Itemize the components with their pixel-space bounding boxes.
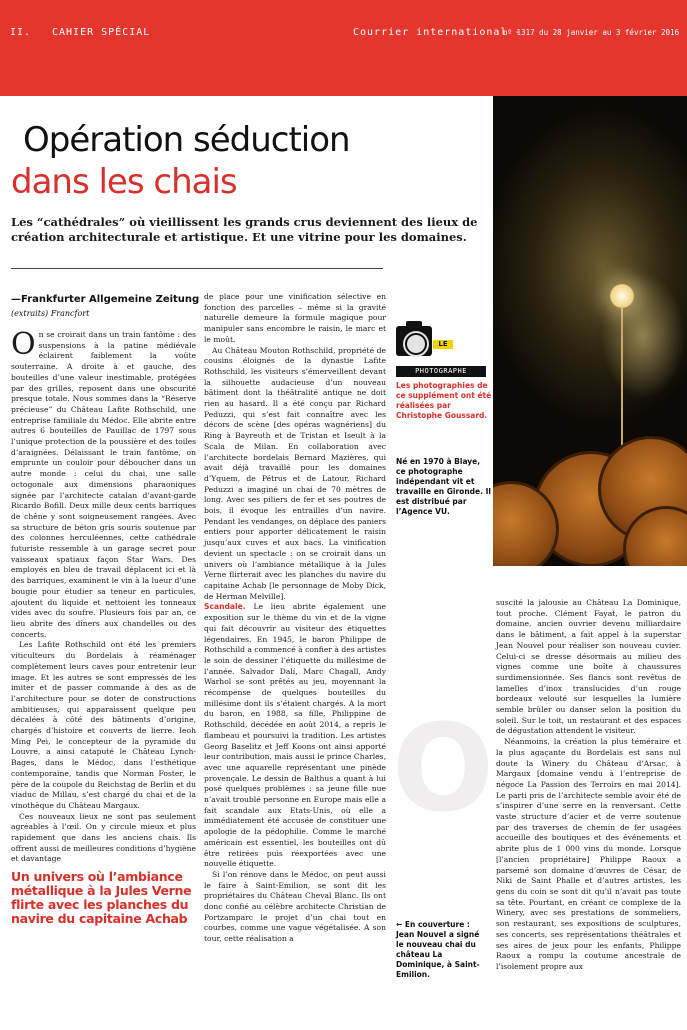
pull-quote: Un univers où l’ambiance métallique à la Jules Verne flirte avec les planches du navire du capitaine Achab: [11, 869, 192, 926]
paragraph: suscité la jalousie au Château La Dominique, tout proche. Clément Fayat, le patron du domaine, ancien ouvrier devenu milliardaire dans le bâtiment, a fait appel à la superstar Jean Nouvel pour réaliser son nouveau cuvier. Celui-ci se dresse désormais au milieu des vignes comme une boîte à chaussures surdimensionnée. Ses flancs sont revêtus de lamelles d’inox translucides d’un rouge bordeaux velouté sur lesquelles la lumière semble brûler ou danser selon la position du soleil. Sur le toit, un restaurant et des espaces de dégustation attendent le visiteur.: [496, 598, 681, 736]
headline-line-2: dans les chais: [11, 162, 237, 202]
divider: [11, 268, 383, 269]
issue-info: nº 1317 du 28 janvier au 3 février 2016: [503, 28, 680, 37]
paragraph: de place pour une vinification sélective en fonction des parcelles – même si la gravité naturelle demeure la formule magique pour manipuler sans encombre le raisin, le marc et le moût.: [204, 292, 386, 344]
cellar-photo: [493, 96, 687, 566]
lamp-globe: [610, 284, 634, 308]
paragraph: On se croirait dans un train fantôme : des suspensions à la patine médiévale éclairent faiblement la voûte souterraine. A droite à et gauche, des bouteilles d’une valeur inestimable, protégées par des grilles, reposent dans une obscurité presque totale. Nous sommes dans la “Réserve précieuse” du Château Lafite Rothschild, une entreprise familiale du Médoc. Elle abrite entre autres 6 bouteilles de Pauillac de 1797 sous l’unique protection de la poussière et des toiles d’araignées. Délaissant le train fantôme, on emprunte un couloir pour déboucher dans un autre monde : celui du chai, une salle octogonale aux dimensions pharaoniques signée par l’architecte catalan d’avant-garde Ricardo Bofill. Deux mille deux cents barriques de chêne y sont soigneusement rangées. Avec sa structure de béton gris souris soutenue par des colonnes herculéennes, cette cathédrale futuriste ressemble à un garage secret pour vaisseaux spatiaux façon Star Wars. Des employés en bleu de travail déplacent ici et là des barriques, examinent le vin à la lueur d’une bougie pour étudier sa teneur en particules, ajoutent du liquide et nettoient les tonneaux vides avec du soufre. Plusieurs fois par an, ce lieu abrite des dîners aux chandelles ou des concerts.: [11, 327, 196, 639]
source-subtitle: (extraits) Francfort: [11, 309, 90, 318]
subheading: Scandale.: [204, 602, 246, 612]
column-1: [11, 327, 196, 865]
section-title: CAHIER SPÉCIAL: [52, 27, 151, 38]
paragraph: Scandale. Le lieu abrite également une exposition sur le thème du vin et de la vigne qui fait découvrir au visiteur des étiquettes légendaires. En 1945, le baron Philippe de Rothschild a commencé à confier à des artistes le soin de dessiner l’étiquette du millésime de l’année. Salvador Dalí, Marc Chagall, Andy Warhol se sont prêtés au jeu, moyennant la récompense de quelques bouteilles du millésime dont ils s’étaient chargés. A la mort du baron, en 1988, sa fille, Philippine de Rothschild, décédée en août 2014, a repris le flambeau et poursuivi la tradition. Les artistes Georg Baselitz et Jeff Koons ont ainsi apporté leur contribution, mais aussi le prince Charles, avec une aquarelle représentant une pinède provençale. Le dessin de Balthus a quant à lui posé quelques problèmes : sa jeune fille nue n’avait troublé personne en Europe mais elle a fait scandale aux Etats-Unis, où elle a immédiatement été accusée de constituer une apologie de la pédophilie. Comme le marché américain est essentiel, les bouteilles ont dû être retirées puis réexportées avec une nouvelle étiquette.: [204, 602, 386, 869]
paragraph: Si l’on rénove dans le Médoc, on peut aussi le faire à Saint-Emilion, se sont dit les propriétaires du Château Cheval Blanc. Ils ont donc confié au célèbre architecte Christian de Portzamparc le projet d’un chai tout en courbes, comme une vague végétalisée. A son tour, cette réalisation a: [204, 869, 386, 944]
photographer-credit: Les photographies de ce supplément ont été réalisées par Christophe Goussard.: [396, 381, 492, 420]
source-name: —Frankfurter Allgemeine Zeitung: [11, 294, 200, 305]
section-number: II.: [10, 27, 32, 38]
camera-icon: [396, 326, 432, 356]
lamp-stem: [621, 308, 623, 448]
cover-caption: ← En couverture : Jean Nouvel a signé le nouveau chai du château La Dominique, à Saint-Emilion.: [396, 920, 480, 979]
paragraph: Néanmoins, la création la plus téméraire et la plus agaçante du Bordelais est sans nul doute la Winery du Château d’Arsac, à Margaux [domaine vendu à l’entreprise de négoce La Passion des Terroirs en mai 2014]. Le parti pris de l’architecte semble avoir été de s’inspirer d’une serre en la renversant. Cette vaste structure d’acier et de verre soutenue par des traverses de chemin de fer usagées accueille des boutiques et des événements et abrite plus de 1 000 vins du monde. Lorsque [l’ancien propriétaire] Philippe Raoux a parsemé son domaine d’œuvres de César, de Niki de Saint Phalle et d’autres artistes, les gens du coin se sont dit qu’il n’avait pas toute sa tête. Pourtant, en créant ce complexe de la Winery, avec ses prestations de sommeliers, son restaurant, ses expositions de sculptures, ses concerts, ses représentations théâtrales et ses aires de jeux pour les enfants, Philippe Raoux a rompu la coutume ancestrale de l’isolement propre aux: [496, 737, 681, 971]
paragraph: Ces nouveaux lieux ne sont pas seulement agréables à l’œil. On y circule mieux et plus rapidement que dans les anciens chais. Ils offrent aussi de meilleures conditions d’hygiène et davantage: [11, 811, 196, 864]
publication-name: Courrier international -: [353, 27, 522, 38]
drop-cap: O: [11, 327, 36, 362]
photographer-label: PHOTOGRAPHE: [396, 366, 486, 377]
background-watermark: O: [392, 700, 495, 839]
column-2: [204, 292, 386, 945]
paragraph: Les Lafite Rothschild ont été les premiers viticulteurs du Bordelais à réaménager complètement leurs caves pour entretenir leur image. Et les autres se sont empressés de les imiter et de passer commande à des as de l’architecture pour se doter de constructions ambitieuses, qui apparaissent quelque peu décalées à côté des bâtiments d’origine, chargés d’histoire et couverts de lierre. Ieoh Ming Pei, le concepteur de la pyramide du Louvre, a ainsi cataputé le Château Lynch-Bages, dans le Médoc, dans l’esthétique contemporaine, tandis que Norman Foster, le père de la coupole du Reichstag de Berlin et du viaduc de Millau, s’est chargé du chai et de la vinothèque du Château Margaux.: [11, 640, 196, 810]
header-bar: [0, 0, 687, 96]
paragraph: Au Château Mouton Rothschild, propriété de cousins éloignés de la dynastie Lafite Rothschild, les visiteurs s’émerveillent devant la silhouette audacieuse d’un nouveau bâtiment dont la théâtralité antique ne doit rien au hasard. Il a été conçu par Richard Peduzzi, qui s’est fait connaître avec les décors de scène [des opéras wagnériens] du Ring à Bayreuth et de Tristan et Iseult à la Scala de Milan. En collaboration avec l’architecte bordelais Bernard Mazières, qui avait déjà travaillé pour les domaines d’Yquem, de Pétrus et de Latour, Richard Peduzzi a imaginé un chai de 70 mètres de long. Avec ses piliers de fer et ses poutres de bois, il évoque les entrailles d’un navire. Pendant les vendanges, on déplace des paniers entiers pour apporter délicatement le raisin jusqu’aux cuves et aux bacs. La vinification devient un spectacle : on se croirait dans un univers où l’ambiance métallique à la Jules Verne flirterait avec les planches du navire du capitaine Achab [le personnage de Moby Dick, de Herman Melville].: [204, 345, 386, 601]
column-3: [496, 598, 681, 973]
article-deck: Les “cathédrales” où vieillissent les grands crus deviennent des lieux de création architecturale et artistique. Et une vitrine pour les domaines.: [11, 215, 478, 244]
headline-line-1: Opération séduction: [23, 120, 350, 160]
le-label: LE: [433, 340, 453, 349]
photographer-bio: Né en 1970 à Blaye, ce photographe indépendant vit et travaille en Gironde. Il est distribué par l’Agence VU.: [396, 457, 491, 516]
